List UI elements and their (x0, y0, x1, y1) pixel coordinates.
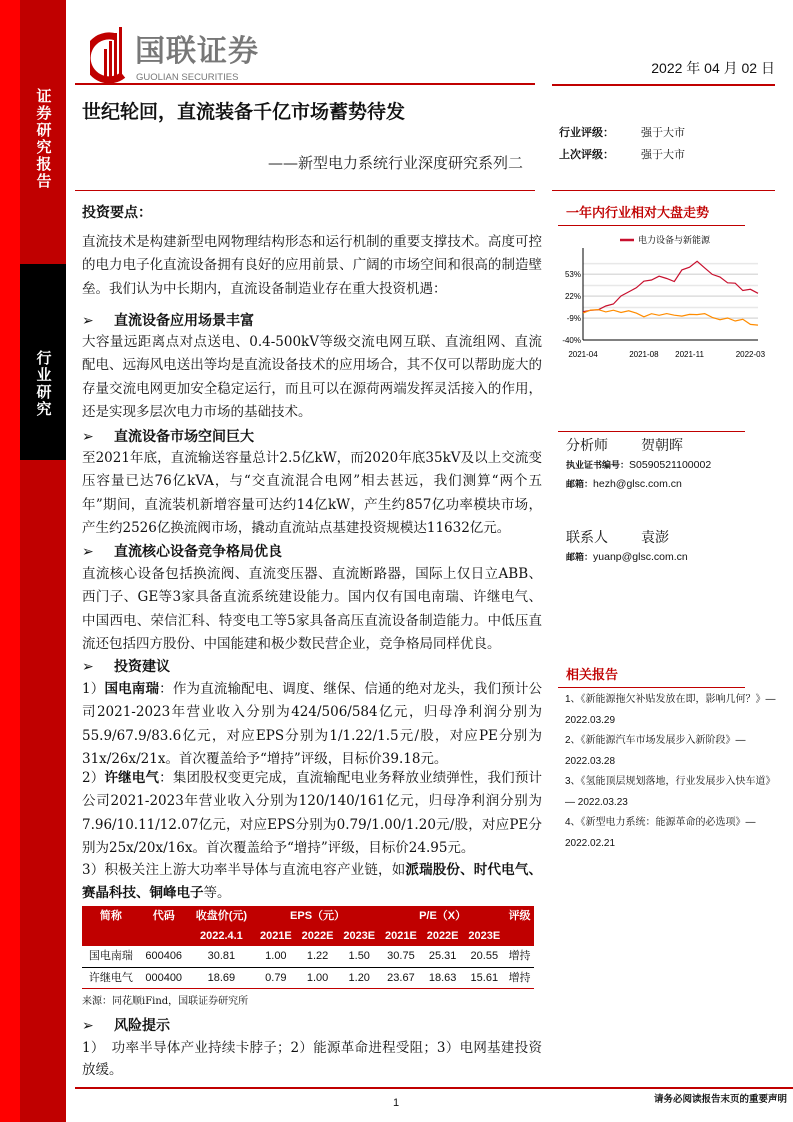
analyst-row: 分析师 贺朝晖 (566, 438, 683, 454)
x-tick-label: 2021-11 (675, 350, 704, 359)
legend-label: 电力设备与新能源 (638, 236, 711, 246)
table-source: 来源：同花顺iFind，国联证券研究所 (82, 996, 249, 1007)
table-row (82, 946, 534, 967)
contact-row: 联系人 袁澎 (566, 530, 669, 546)
related-report-item[interactable]: 1、《新能源拖欠补贴发放在即，影响几何？》— 2022.03.29 (565, 694, 776, 726)
x-tick-label: 2021-08 (629, 350, 659, 359)
bullet-heading: ➢ 风险提示 (82, 1018, 170, 1034)
arrow-icon: ➢ (82, 544, 94, 560)
advice-paragraph: 2）许继电气：集团股权变更完成，直流输配电业务释放业绩弹性，我们预计公司2021-2023年营业收入分别为120/140/161亿元，归母净利润分别为7.96/10.11/12.07亿元，对应EPS分别为0.79/1.00/1.20元/股，对应PE分别为25x/20x/16x。首次覆盖给予“增持”评级，目标价24.95元。 (82, 770, 543, 856)
rating-block (559, 122, 685, 166)
divider (75, 83, 535, 85)
section-paragraph: 大容量远距离点对点送电、0.4-500kV等级交流电网互联、直流组网、直流配电、远海风电送出等均是直流设备技术的应用场合，其不仅可以帮助庞大的存量交流电网更加安全稳定运行，而且可以在源荷两端发挥灵活接入的作用，还是实现多层次电力市场的基础技术。 (82, 334, 542, 420)
arrow-icon: ➢ (82, 1018, 94, 1034)
cert-row: 执业证书编号：S0590521100002 (566, 459, 712, 471)
arrow-icon: ➢ (82, 429, 94, 445)
intro-paragraph: 直流技术是构建新型电网物理结构形态和运行机制的重要支撑技术。高度可控的电力电子化直流设备拥有良好的应用前景、广阔的市场空间和很高的制造壁垒。我们认为中长期内，直流设备制造业存在重大投资机遇： (82, 234, 542, 297)
y-tick-label: 53% (564, 270, 581, 280)
previous-rating-value: 强于大市 (641, 148, 685, 161)
table-cell: 0.79 (265, 971, 287, 984)
y-tick-label: 22% (564, 292, 581, 302)
contact-name: 袁澎 (641, 530, 669, 546)
table-cell: 25.31 (428, 950, 457, 963)
table-cell: 许继电气 (88, 971, 133, 984)
rating-value: 强于大市 (641, 126, 685, 139)
page-title: 世纪轮回，直流装备千亿市场蓄势待发 (82, 101, 406, 123)
relative-performance-chart (558, 230, 768, 365)
sidebar-top-label: 证券研究报告 (34, 88, 53, 190)
bullet-heading: ➢ 直流设备应用场景丰富 (82, 313, 254, 329)
table-cell: 30.81 (207, 950, 236, 963)
section-paragraph: 直流核心设备包括换流阀、直流变压器、直流断路器，国际上仅日立ABB、西门子、GE等3家具备直流系统建设能力。国内仅有国电南瑞、许继电气、中国西电、荣信汇科、特变电工等5家具备高压直流设备制造能力。中低压直流还包括四方股份、中国能建和极少数民营企业，竞争格局同样优良。 (82, 566, 542, 652)
table-cell: 1.22 (306, 950, 329, 963)
arrow-icon: ➢ (82, 313, 94, 329)
table-cell: 1.20 (348, 971, 370, 984)
contact-email[interactable]: yuanp@glsc.com.cn (593, 551, 688, 563)
y-tick-label: -9% (566, 314, 581, 324)
logo-text-cn: 国联证券 (135, 34, 259, 69)
advice-paragraph: 3）积极关注上游大功率半导体与直流电容产业链，如派瑞股份、时代电气、赛晶科技、铜峰电子等。 (82, 862, 543, 902)
sidebar-section-label: 行业研究 (34, 350, 53, 418)
valuation-table: 简称 代码 收盘价(元) EPS（元） P/E（X） 评级 2022.4.1 2021E 2022E 2023E 2021E 2022E 2023E 国电南瑞 600406 30.81 1.00 1.22 1.50 30.75 25.31 20.55 增持 许继电气 000400 18.69 0.79 1.00 1.20 23.67 18.63 15.61 增持 (82, 906, 534, 989)
analyst-name: 贺朝晖 (641, 438, 683, 454)
page-number: 1 (393, 1097, 400, 1109)
table-cell: 1.00 (306, 971, 329, 984)
email-row: 邮箱：hezh@glsc.com.cn (566, 478, 682, 490)
logo-text-en: GUOLIAN SECURITIES (136, 72, 239, 83)
table-cell: 国电南瑞 (88, 950, 133, 963)
bullet-heading: ➢ 投资建议 (82, 659, 170, 675)
previous-rating-label: 上次评级： (559, 148, 614, 161)
table-cell: 1.00 (265, 950, 287, 963)
table-cell: 20.55 (470, 950, 499, 963)
related-report-item[interactable]: 4、《新型电力系统：能源革命的必选项》— 2022.02.21 (565, 817, 756, 849)
related-report-item[interactable]: 3、《氢能顶层规划落地，行业发展步入快车道》 — 2022.03.23 (565, 776, 776, 808)
table-cell: 000400 (145, 971, 183, 984)
y-tick-label: -40% (562, 336, 581, 345)
divider (75, 190, 535, 191)
related-report-item[interactable]: 2、《新能源汽车市场发展步入新阶段》— 2022.03.28 (565, 735, 746, 767)
table-cell: 15.61 (470, 971, 499, 984)
table-cell: 30.75 (387, 950, 415, 963)
rating-label: 行业评级： (559, 126, 614, 139)
footer-disclaimer: 请务必阅读报告末页的重要声明 (653, 1094, 787, 1105)
table-cell: 18.63 (428, 971, 457, 984)
table-cell: 23.67 (387, 971, 415, 984)
divider (552, 84, 775, 86)
divider (558, 431, 745, 432)
table-cell: 600406 (145, 950, 183, 963)
bullet-heading: ➢ 直流设备市场空间巨大 (82, 429, 254, 445)
divider (558, 687, 745, 688)
sidebar-strip-darkred (20, 0, 66, 1122)
bullet-heading: ➢ 直流核心设备竞争格局优良 (82, 544, 282, 560)
table-row (82, 967, 534, 988)
risk-paragraph: 1） 功率半导体产业持续卡脖子；2）能源革命进程受阻；3）电网基建投资放缓。 (82, 1040, 542, 1078)
chart-title: 一年内行业相对大盘走势 (566, 206, 710, 221)
contact-email-row: 邮箱：yuanp@glsc.com.cn (566, 551, 688, 563)
table-cell: 1.50 (348, 950, 370, 963)
related-reports-title: 相关报告 (566, 668, 619, 683)
divider (558, 225, 745, 226)
table-cell: 增持 (508, 950, 531, 963)
arrow-icon: ➢ (82, 659, 94, 675)
section-paragraph: 至2021年底，直流输送容量总计2.5亿kW，而2020年底35kV及以上交流变压容量已达76亿kVA，与“交直流混合电网”相去甚远，我们测算“两个五年”期间，直流装机新增容量可达约14亿kW，产生约857亿功率模块市场，产生约2526亿换流阀市场，撬动直流站点基建投资规模达11632亿元。 (82, 450, 542, 536)
report-date: 2022 年 04 月 02 日 (651, 60, 775, 76)
table-cell: 增持 (508, 971, 531, 984)
related-reports-list (565, 690, 787, 854)
x-tick-label: 2022-03 (735, 350, 766, 359)
x-tick-label: 2021-04 (568, 350, 598, 359)
advice-paragraph: 1）国电南瑞：作为直流输配电、调度、继保、信通的绝对龙头，我们预计公司2021-2023年营业收入分别为424/506/584亿元，归母净利润分别为55.9/67.9/83.6亿元，对应EPS分别为1/1.22/1.5元/股，对应PE分别为31x/26x/21x。首次覆盖给予“增持”评级，目标价39.18元。 (82, 681, 543, 767)
sidebar-section-block (20, 264, 66, 460)
sidebar-strip-red (0, 0, 20, 1122)
divider (552, 190, 775, 191)
series-line-0 (583, 261, 758, 311)
analyst-email[interactable]: hezh@glsc.com.cn (593, 478, 682, 490)
page-subtitle: ——新型电力系统行业深度研究系列二 (267, 154, 523, 172)
footer-divider (75, 1087, 793, 1089)
logo-mark-icon (90, 27, 126, 83)
table-cell: 18.69 (207, 971, 236, 984)
section-heading: 投资要点： (82, 205, 152, 221)
